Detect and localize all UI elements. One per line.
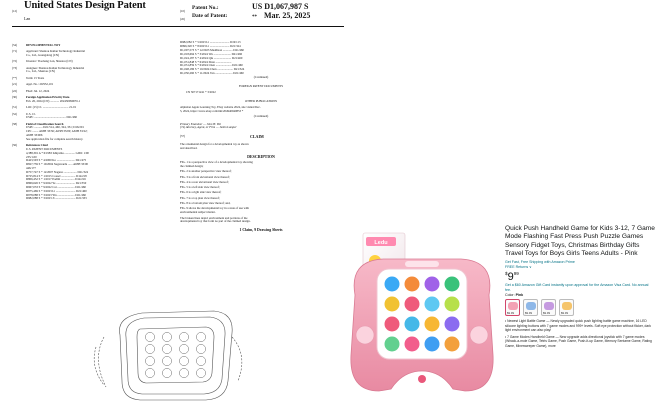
description-line: the claimed design; — [180, 163, 204, 168]
left-col-text: Appl. No.: 29/952,101 — [26, 82, 54, 87]
left-col-text: 4,388,391 A * 6/1983 Ishiyama .............. G06C 1/00 — [26, 150, 89, 155]
inid-code: (52) — [12, 111, 17, 116]
led-button — [424, 336, 440, 352]
box-brand: Ledu — [374, 240, 388, 246]
foreign-row: CN 307171241 * 3/2022 — [186, 89, 216, 94]
figure-button-outline — [196, 332, 205, 341]
led-button — [444, 276, 460, 292]
description-line: FIG. 3 is a front elevational view thereof; — [180, 174, 230, 179]
led-button — [404, 316, 420, 332]
left-col-text: Inventor: Tiaohang Lan, Shantou (CN) — [26, 59, 73, 64]
left-col-text: D725,814 S * 1/2015 Cossel ................... D14/218 — [26, 173, 87, 178]
primary-examiner: Primary Examiner — John H. Yeh — [180, 121, 222, 126]
left-col-text: D978,088 S * 3/2023 Yin ....................... D21/460 — [26, 192, 86, 197]
led-button — [424, 316, 440, 332]
left-col-text: Filed: Jul. 12, 2024 — [26, 88, 50, 93]
claim-text-2: and described. — [180, 146, 198, 151]
left-col-text: D982,088 S * 3/2023 Ji ........................... D21/333 — [26, 196, 87, 201]
left-col-text: USPC ........... D21/514, 460, 324, 331; D16/201 — [26, 125, 84, 130]
description-line: FIG. 2 is another perspective view thereof; — [180, 169, 232, 174]
description-line: developmental toy that form no part of the claimed design. — [180, 219, 251, 224]
left-col-text: Co., Ltd., Shantou (CN) — [26, 69, 55, 74]
inid-code: (54) — [12, 42, 17, 47]
description-text — [180, 161, 342, 224]
code-12: (12) — [12, 9, 17, 13]
price-fraction: 99 — [513, 270, 519, 276]
product-title[interactable]: Quick Push Handheld Game for Kids 3-12, 7 Game Mode Flashing Fast Press Push Puzzle Games Sensory Fidget Toys, Christmas Birthday Gifts Travel Toys for Boys Girls Teens Adults - Pink — [505, 225, 655, 257]
led-button — [424, 276, 440, 292]
inid-code: (72) — [12, 59, 17, 64]
left-col-text: D827,759 S * 10/2004 Sugawarda ...... A63H 33/00 — [26, 162, 88, 167]
other-continued: (Continued) — [253, 113, 269, 118]
inid-code: (51) — [12, 105, 17, 110]
left-col-line — [12, 83, 172, 87]
claim-code: (57) — [180, 134, 185, 139]
figure-button-outline — [179, 332, 188, 341]
left-col-text: DEVELOPMENTAL TOY — [26, 42, 61, 47]
reference-row: D1,024,187 S * 4/2024 Qiu ....................... D21/460 — [180, 55, 243, 60]
description-heading: DESCRIPTION — [247, 154, 275, 160]
description-line: FIG. 8 is a bottom plan view thereof; and, — [180, 201, 231, 206]
left-col-line — [12, 197, 172, 201]
shipping-text[interactable]: Get Fast, Free Shipping with Amazon Prime — [505, 260, 575, 265]
inid-code: (21) — [12, 82, 17, 87]
attorney: (74) Attorney, Agent, or Firm — Justin Lampel — [180, 125, 237, 130]
led-button — [384, 296, 400, 312]
left-col-text: Term: 15 Years — [26, 75, 45, 80]
price — [505, 271, 655, 283]
figure-button-outline — [196, 344, 205, 353]
description-line: FIG. 9 shows the developmental toy in a state of use with — [180, 206, 249, 211]
code-10: (10) — [180, 9, 185, 13]
inid-code: (22) — [12, 88, 17, 93]
color-swatch[interactable] — [559, 299, 574, 316]
left-col-text: A63H 33/006 — [26, 133, 43, 138]
figure-button-outline — [162, 344, 171, 353]
description-line: FIG. 6 is a right side view thereof; — [180, 190, 222, 195]
figure-button-outline — [179, 344, 188, 353]
description-line: The broken lines depict environment and portions of the — [180, 215, 248, 220]
inid-code: (73) — [12, 65, 17, 70]
left-col-text: D806,452 S * 1/2017 Padlitt .................. D14/216 — [26, 177, 86, 182]
left-col-line — [12, 138, 172, 142]
left-col-text: Foreign Application Priority Data — [26, 94, 70, 99]
color-label: Color: — [505, 293, 515, 298]
inid-code: (58) — [12, 121, 17, 126]
swatch-thumbnail — [526, 302, 536, 310]
swatch-price: $9.99 — [543, 310, 550, 315]
product-details — [505, 225, 655, 350]
swatch-price: $9.99 — [561, 310, 568, 315]
handheld-console — [351, 259, 493, 391]
left-col-text: D757,747 S * 12/2007 Nagano ................. D21/324 — [26, 169, 88, 174]
led-button — [444, 316, 460, 332]
claim-text-1: The ornamental design for a developmental toy as shown — [180, 142, 249, 147]
left-col-line — [12, 77, 172, 81]
figure-button-outline — [145, 356, 154, 365]
figure-button-outline — [179, 368, 188, 377]
led-button — [404, 276, 420, 292]
left-col-text: References Cited — [26, 143, 48, 148]
feature-bullets — [505, 319, 655, 348]
claims-count: 1 Claim, 9 Drawing Sheets — [239, 228, 283, 233]
left-col-line — [12, 54, 172, 58]
description-line: environmental subject matter. — [180, 210, 216, 215]
figure-button-outline — [179, 356, 188, 365]
reference-row: D1,007,573 S * 12/2023 Maddison ............. D21/460 — [180, 47, 244, 52]
description-line: FIG. 5 is a left side view thereof; — [180, 185, 220, 190]
inid-code: (**) — [12, 75, 17, 80]
patent-right-column — [180, 41, 342, 233]
figure-button-outline — [145, 368, 154, 377]
swatch-price: $9.99 — [525, 310, 532, 315]
left-col-line — [12, 60, 172, 64]
left-col-line — [12, 70, 172, 74]
card-offer[interactable]: Get a $60 Amazon Gift Card instantly upon approval for the Amazon Visa Card. No annual fee. — [505, 282, 649, 292]
claim-heading: CLAIM — [250, 134, 264, 140]
other-publication-2: 5, 2024, https://www.ebay.com/itm/204940940853 * — [180, 108, 244, 113]
reference-row: D982,082 S * 5/2023 Li .......................... D19/113 — [180, 40, 241, 44]
inid-code: (30) — [12, 94, 17, 99]
description-line: FIG. 4 is a rear elevational view thereof; — [180, 179, 229, 184]
figure-button-outline — [162, 332, 171, 341]
figure-button-outline — [145, 344, 154, 353]
patent-left-column — [12, 41, 172, 201]
left-col-text: Co., Ltd., Guangdong (CN) — [26, 52, 60, 57]
reference-row: D1,031,859 S * 6/2024 Chen ..................... D21/460 — [180, 63, 243, 68]
color-swatch[interactable] — [505, 299, 520, 316]
led-button — [404, 296, 420, 312]
left-col-line — [12, 116, 172, 120]
code-45: (45) — [180, 17, 185, 21]
left-col-text: U.S. Cl. — [26, 111, 36, 116]
left-col-text: 446/177 — [26, 166, 36, 171]
left-col-text: See application file for complete search history. — [26, 136, 84, 141]
left-col-text: USPC .......................................... D21/460 — [26, 115, 78, 120]
color-swatch[interactable] — [541, 299, 556, 316]
led-button — [404, 336, 420, 352]
left-col-text: CPC ........ A63H 33/36; A63H 33/00; A63H 33/22; — [26, 129, 88, 134]
reference-row: D1,050,260 S * 11/2024 Tan ....................... D21/460 — [180, 71, 244, 76]
reference-row: D1,018,694 S * 3/2024 Wu ....................... D21/460 — [180, 51, 243, 56]
left-col-text: 235/1.00 — [26, 154, 37, 159]
left-col-line — [12, 44, 172, 48]
left-col-text: Feb. 26, 2024 (CN) ............ 202430090055.1 — [26, 98, 81, 103]
date-label: Date of Patent: — [192, 13, 228, 19]
left-col-text: U.S. PATENT DOCUMENTS — [26, 147, 63, 152]
color-swatches — [505, 299, 655, 316]
led-button — [384, 316, 400, 332]
left-col-line — [12, 106, 172, 110]
swatch-thumbnail — [544, 302, 554, 310]
left-col-text: D975,469 S * 3/2023 Li .......................... D21/460 — [26, 188, 87, 193]
figure-button-outline — [162, 368, 171, 377]
left-col-text: D423,593 S * 4/2000 Ko ........................ D21/475 — [26, 158, 87, 163]
free-returns-link[interactable]: FREE Returns ∨ — [505, 264, 532, 269]
patent-doc-type: United States Design Patent — [24, 0, 146, 11]
other-heading: OTHER PUBLICATIONS — [244, 98, 278, 103]
led-button — [444, 336, 460, 352]
reference-row: (Continued) — [253, 75, 269, 80]
figure-button-outline — [145, 332, 154, 341]
patent-page — [12, 0, 342, 404]
color-row — [505, 293, 655, 298]
led-button — [424, 296, 440, 312]
patent-date: Mar. 25, 2025 — [264, 11, 311, 20]
inid-code: (71) — [12, 48, 17, 53]
inid-code: (56) — [12, 143, 17, 148]
left-col-line — [12, 100, 172, 104]
color-value: Pink — [515, 293, 524, 298]
claim-heading-row — [180, 135, 342, 141]
led-button — [444, 296, 460, 312]
feature-bullet: • 7 Game Modes Handheld Game — New upgrade adds directional joystick with 7 game modes (Whack-a-mole Game, Tetris Game, Push Game, Push-it-up Game, Memory Sentame Game, Rating Game, Minesweeper Game), more — [505, 334, 652, 348]
led-button — [384, 276, 400, 292]
left-col-text: Field of Classification Search — [26, 121, 64, 126]
foreign-heading: FOREIGN PATENT DOCUMENTS — [238, 84, 283, 89]
led-button — [384, 336, 400, 352]
left-col-text: D967,033 S * 9/2022 Cai ....................... D21/460 — [26, 185, 86, 190]
figure-button-outline — [196, 356, 205, 365]
left-col-text: D869,626 S * 9/2022 Ye ......................... D21/350 — [26, 181, 87, 186]
swatch-price: $9.99 — [507, 310, 514, 315]
figure-button-outline — [162, 356, 171, 365]
left-col-line — [12, 90, 172, 94]
patent-number: US D1,067,987 S — [252, 2, 309, 11]
reference-row: D1,048,186 S * 10/2024 Chen ..................... D21/324 — [180, 67, 245, 72]
left-col-text: Applicant: Shantou Kailan Technology Industrial — [26, 48, 86, 53]
inventor-surname: Lan — [24, 16, 31, 21]
other-publication-1: Alphabet Apple Learning Toy, Ebay website 2024, site visited Dec. — [180, 104, 261, 109]
reference-row: D1,031,848 S * 6/2024 Zhan ..................... — [180, 59, 232, 64]
swatch-thumbnail — [508, 302, 518, 310]
description-line: FIG. 7 is a top plan view thereof; — [180, 195, 220, 200]
patent-no-label: Patent No.: — [192, 5, 219, 11]
date-stars: ** — [252, 15, 257, 20]
swatch-thumbnail — [562, 302, 572, 310]
references-continued — [180, 41, 342, 80]
price-symbol: $ — [505, 270, 508, 276]
color-swatch[interactable] — [523, 299, 538, 316]
left-col-text: Assignee: Shantou Kailan Technology Industrial — [26, 65, 85, 70]
patent-figure-drawing — [82, 307, 252, 404]
reference-row: D996,320 S * 8/2023 Li .......................... D21/324 — [180, 43, 241, 48]
left-col-text: LOC (15) Cl. .................................. 21-01 — [26, 105, 77, 110]
description-line: FIG. 1 is a perspective view of a developmental toy showing — [180, 160, 253, 165]
figure-button-outline — [196, 368, 205, 377]
header-rule — [12, 26, 344, 27]
product-image[interactable] — [343, 223, 501, 399]
feature-bullet: • Newest Light Battle Game — Newly upgraded quick push lighting battle game machine, 16 LED silicone lighting buttons with 7 game modes and 999+ levels. Soft eye protection without flicker, dark light environment can also play! — [505, 319, 651, 333]
price-whole: 9 — [507, 270, 514, 283]
